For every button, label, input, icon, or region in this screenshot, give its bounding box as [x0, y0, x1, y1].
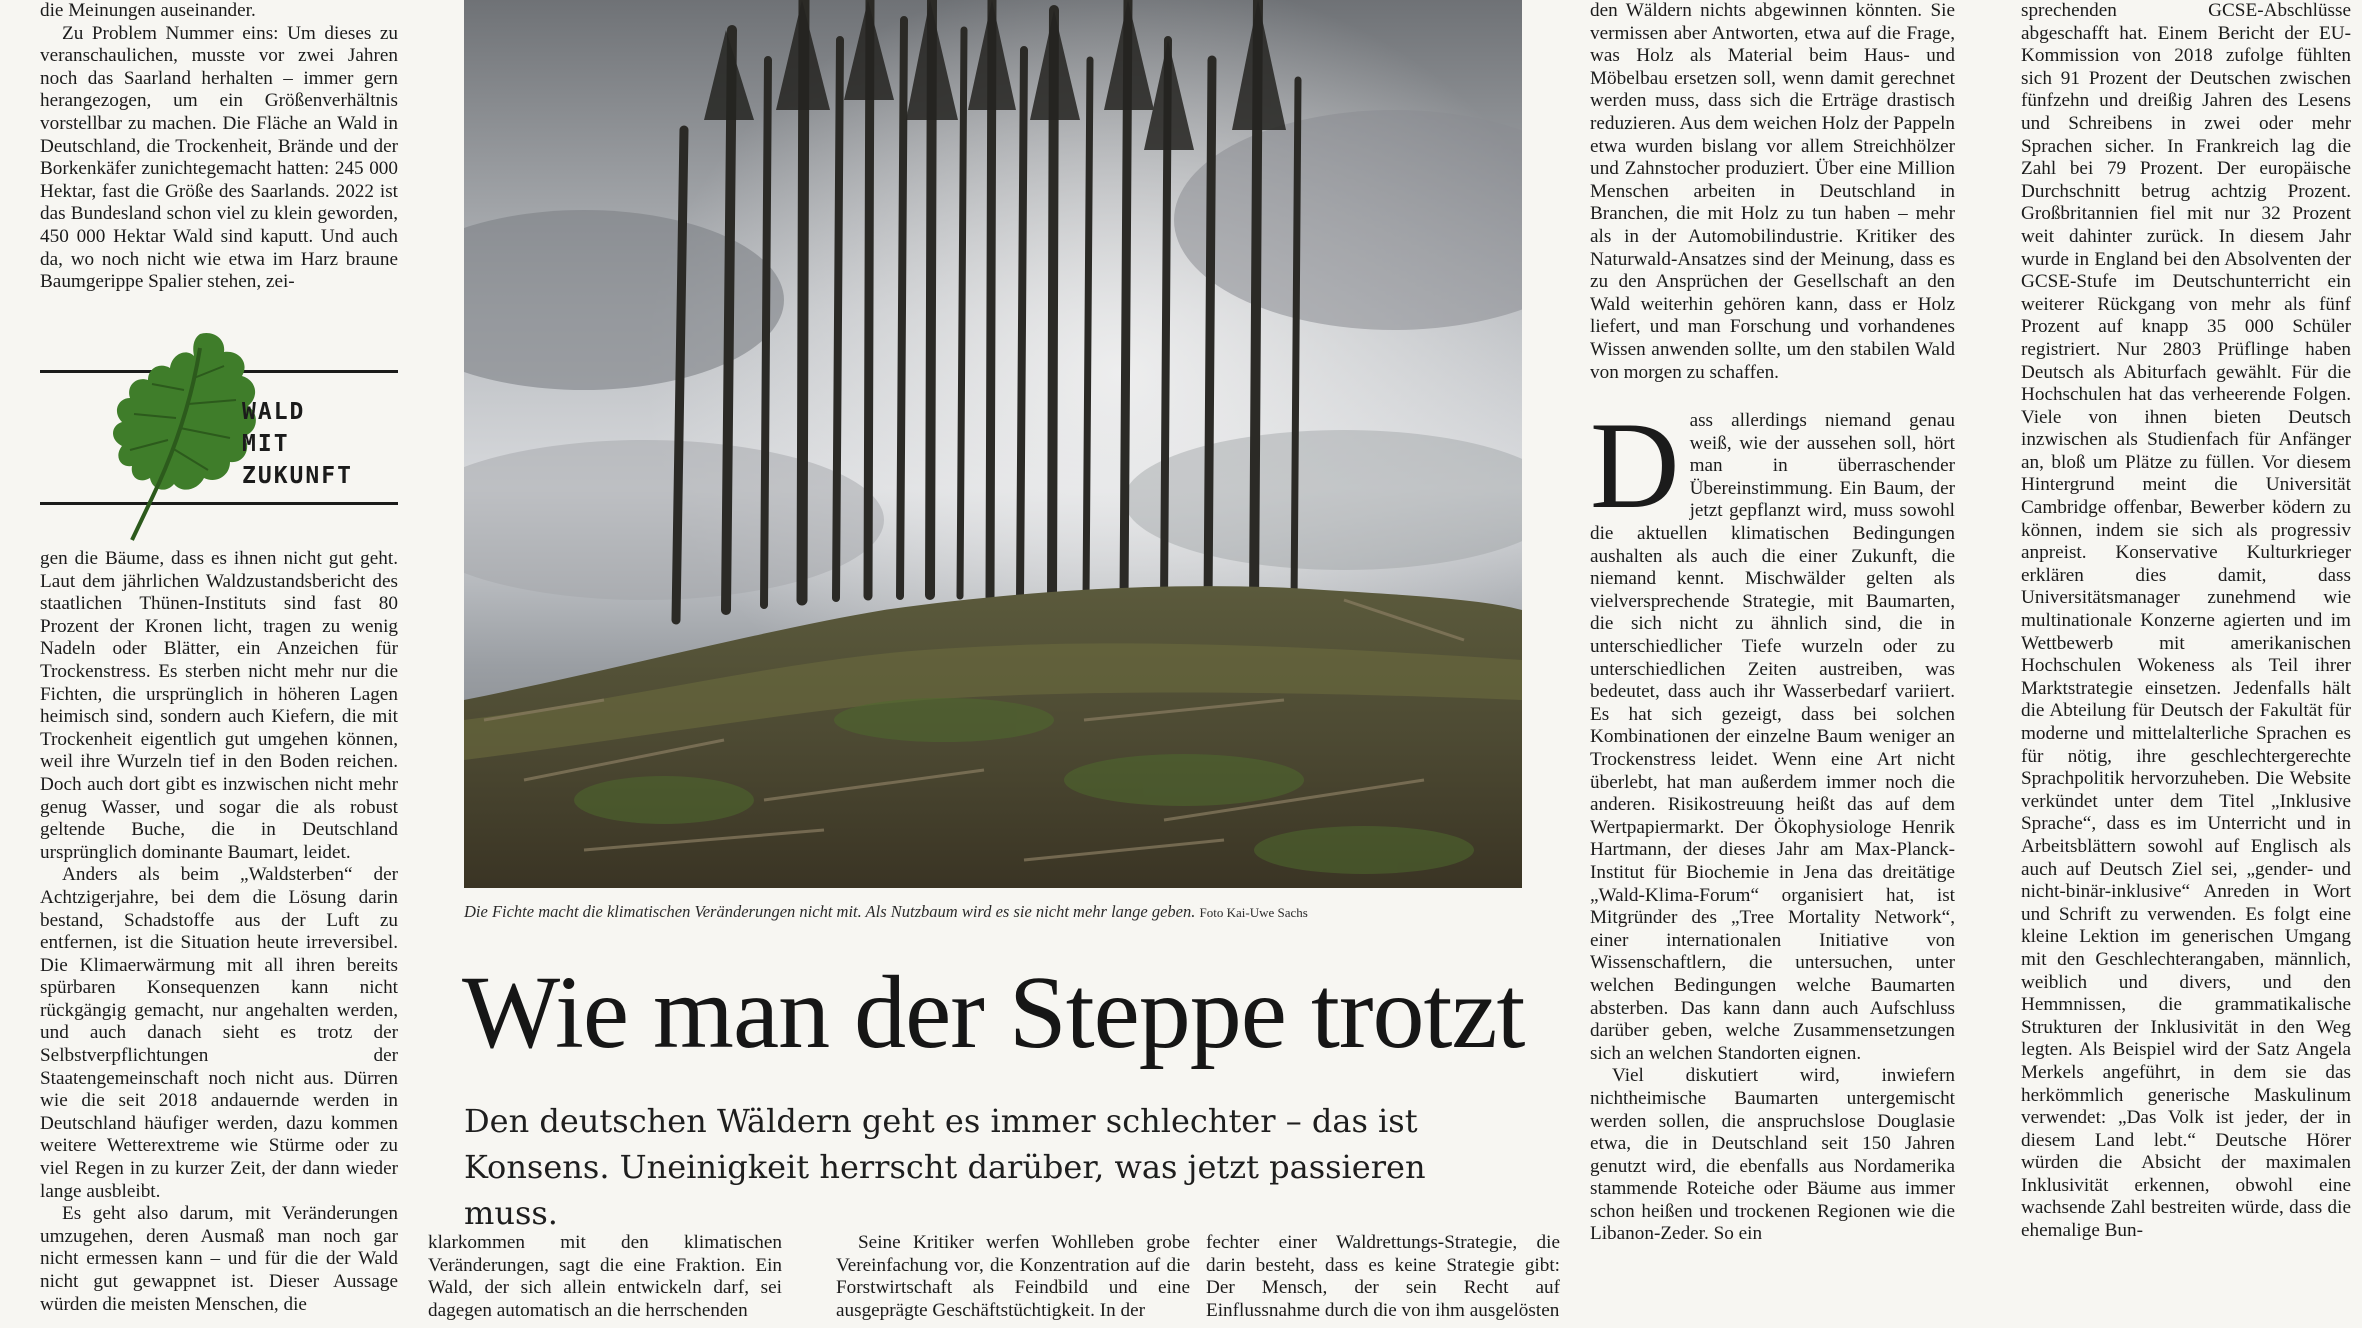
bottom-column-1: klarkommen mit den klimatischen Veränderungen, sagt die eine Fraktion. Ein Wald, der sich allein entwickeln darf, sei dagegen automatisch an die herrschenden	[428, 1232, 782, 1321]
paragraph: gen die Bäume, dass es ihnen nicht gut geht. Laut dem jährlichen Waldzustandsbericht des staatlichen Thünen-Instituts sind fast 80 Prozent der Kronen licht, tragen zu wenig Nadeln oder Blätter, ein Anzeichen für Trockenstress. Es sterben nicht mehr nur die Fichten, die ursprünglich in höheren Lagen heimisch sind, sondern auch Kiefern, die mit Trockenheit eigentlich gut umgehen können, weil ihre Wurzeln tief in den Boden reichen. Doch auch dort gibt es inzwischen nicht mehr genug Wasser, und sogar die als robust geltende Buche, die in Deutschland ursprünglich dominante Baumart, leidet.	[40, 548, 398, 863]
subheadline: Den deutschen Wäldern geht es immer schlechter – das ist Konsens. Uneinigkeit herrscht darüber, was jetzt passieren muss.	[464, 1102, 1426, 1232]
headline: Wie man der Steppe trotzt	[462, 955, 1525, 1070]
rubric-logo	[40, 330, 398, 540]
middle-column	[1590, 0, 1955, 1328]
rubric-title: WALD MIT ZUKUNFT	[242, 399, 353, 489]
article-photo	[464, 0, 1522, 888]
paragraph: die Meinungen auseinander.	[40, 0, 256, 21]
paragraph: Anders als beim „Waldsterben“ der Achtzigerjahre, bei dem die Lösung darin bestand, Schadstoffe aus der Luft zu entfernen, ist die Situation heute irreversibel. Die Klimaerwärmung mit all ihren bereits spürbaren Konsequenzen kann nicht rückgängig gemacht, nur angehalten werden, und auch danach sieht es trotz der Selbstverpflichtungen der Staatengemeinschaft noch nicht aus. Dürren wie die seit 2018 andauernde werden in Deutschland häufiger werden, dazu kommen weitere Wetterextreme wie Stürme oder zu viel Regen in zu kurzer Zeit, der dann wieder lange ausbleibt.	[40, 864, 398, 1202]
paragraph: Viel diskutiert wird, inwiefern nichtheimische Baumarten untergemischt werden sollen, die anspruchslose Douglasie etwa, die in Deutschland seit 150 Jahren genutzt wird, die ebenfalls aus Nordamerika stammende Roteiche oder Bäume aus immer schon heißen und trockenen Regionen wie die Libanon-Zeder. So ein	[1590, 1065, 1955, 1245]
photo-credit: Foto Kai-Uwe Sachs	[1199, 905, 1308, 920]
bottom-column-3: fechter einer Waldrettungs-Strategie, die darin besteht, dass es keine Strategie gibt: Der Mensch, der sein Recht auf Einflussnahme durch die von ihm ausgelösten	[1206, 1232, 1560, 1321]
left-column-bottom	[40, 548, 398, 1328]
paragraph: den Wäldern nichts abgewinnen könnten. Sie vermissen aber Antworten, etwa auf die Frage, was Holz als Material beim Haus- und Möbelbau ersetzen soll, wenn damit gerechnet werden muss, dass sich die Erträge drastisch reduzieren. Aus dem weichen Holz der Pappeln etwa wurden bislang vor allem Streichhölzer und Zahnstocher produziert. Über eine Million Menschen arbeiten in Deutschland in Branchen, die mit Holz zu tun haben – mehr als in der Automobilindustrie. Kritiker des Naturwald-Ansatzes sind der Meinung, dass es zu den Ansprüchen der Gesellschaft an den Wald weiterhin gehören kann, dass er Holz liefert, und man Forschung und vorhandenes Wissen anwenden sollte, um den stabilen Wald von morgen zu schaffen.	[1590, 0, 1955, 383]
bottom-column-2: Seine Kritiker werfen Wohlleben grobe Vereinfachung vor, die Konzentration auf die Forstwirtschaft als Feindbild und eine ausgeprägte Geschäftstüchtigkeit. In der	[836, 1232, 1190, 1321]
left-column-top	[40, 0, 398, 330]
paragraph-with-dropcap: Dass allerdings niemand genau weiß, wie der aussehen soll, hört man in überraschender Übereinstimmung. Ein Baum, der jetzt gepflanzt wird, muss sowohl die aktuellen klimatischen Bedingungen aushalten als auch die einer Zukunft, die niemand kennt. Mischwälder gelten als vielversprechende Strategie, mit Baumarten, die sich nicht zu ähnlich sind, die in unterschiedlicher Tiefe wurzeln oder zu unterschiedlichen Zeiten austreiben, was bedeutet, dass auch ihr Wasserbedarf variiert. Es hat sich gezeigt, dass bei solchen Kombinationen der einzelne Baum weniger an Trockenstress leidet. Wenn eine Art nicht überlebt, hat man außerdem immer noch die anderen. Risikostreuung heißt das auf dem Wertpapiermarkt. Der Ökophysiologe Henrik Hartmann, der dieses Jahr am Max-Planck-Institut für Biochemie in Jena das dreitätige „Wald-Klima-Forum“ organisiert hat, ist Mitgründer des „Tree Mortality Network“, einer internationalen Initiative von Wissenschaftlern, die untersuchen, unter welchen Bedingungen welche Baumarten absterben. Das kann dann auch Aufschluss darüber geben, welche Zusammensetzungen sich an welchen Standorten eignen.	[1590, 410, 1955, 1064]
paragraph: Es geht also darum, mit Veränderungen umzugehen, deren Ausmaß man noch gar nicht ermessen kann – und für die der Wald nicht gut gewappnet ist. Dieser Aussage würden die meisten Menschen, die	[40, 1203, 398, 1315]
photo-caption	[464, 902, 1522, 922]
right-column	[2021, 0, 2351, 1328]
drop-cap: D	[1590, 410, 1680, 535]
paragraph: Zu Problem Nummer eins: Um dieses zu veranschaulichen, musste vor zwei Jahren noch das Saarland herhalten – immer gern herangezogen, um ein Größenverhältnis vorstellbar zu machen. Die Fläche an Wald in Deutschland, die Trockenheit, Brände und der Borkenkäfer zunichtegemacht hatten: 245 000 Hektar, fast die Größe des Saarlands. 2022 ist das Bundesland schon viel zu klein geworden, 450 000 Hektar Wald sind kaputt. Und auch da, wo noch nicht wie etwa im Harz braune Baumgerippe Spalier stehen, zei-	[40, 22, 398, 293]
caption-text: Die Fichte macht die klimatischen Veränderungen nicht mit. Als Nutzbaum wird es sie nicht mehr lange geben.	[464, 902, 1196, 921]
paragraph: sprechenden GCSE-Abschlüsse abgeschafft hat. Einem Bericht der EU-Kommission von 2018 zufolge fühlten sich 91 Prozent der Deutschen zwischen fünfzehn und dreißig Jahren des Lesens und Schreibens in zwei oder mehr Sprachen sicher. In Frankreich lag die Zahl bei 79 Prozent. Der europäische Durchschnitt betrug achtzig Prozent. Großbritannien fiel mit nur 32 Prozent weit dahinter zurück. In diesem Jahr wurde in England bei den Absolventen der GCSE-Stufe im Deutschunterricht ein weiterer Rückgang von mehr als fünf Prozent auf knapp 35 000 Schüler registriert. Nur 2803 Prüflinge haben Deutsch als Abiturfach gewählt. Für die Hochschulen hat das verheerende Folgen. Viele von ihnen bieten Deutsch inzwischen als Studienfach für Anfänger an, bloß um Plätze zu füllen. Vor diesem Hintergrund meint die Universität Cambridge offenbar, Bewerber ködern zu können, indem sie sich als progressiv anpreist. Konservative Kulturkrieger erklären dies damit, dass Universitätsmanager zunehmend wie multinationale Konzerne agierten und im Wettbewerb mit amerikanischen Hochschulen Wokeness als Teil ihrer Marktstrategie einsetzen. Jedenfalls hält die Abteilung für Deutsch der Fakultät für moderne und mittelalterliche Sprachen es für nötig, ihre geschlechtergerechte Sprachpolitik hervorzuheben. Die Website verkündet unter dem Titel „Inklusive Sprache“, dass es im Unterricht und in Arbeitsblättern sowohl auf Englisch als auch auf Deutsch Ziel sei, „gender- und nicht-binär-inklusive“ Anreden in Wort und Schrift zu verwenden. Es folgt eine kleine Lektion im generischen Umgang mit den Geschlechterangaben, männlich, weiblich und divers, und den Hemmnissen, die grammatikalische Strukturen der Inklusivität in den Weg legten. Als Beispiel wird der Satz Angela Merkels angeführt, in dem sie das herkömmlich generische Maskulinum verwendet: „Das Volk ist jeder, der in diesem Land lebt.“ Deutsche Hörer würden die Absicht der maximalen Inklusivität erkennen, obwohl eine wachsende Zahl bestreiten würde, dass die ehemalige Bun-	[2021, 0, 2351, 1242]
forest-photo-illustration	[464, 0, 1522, 888]
